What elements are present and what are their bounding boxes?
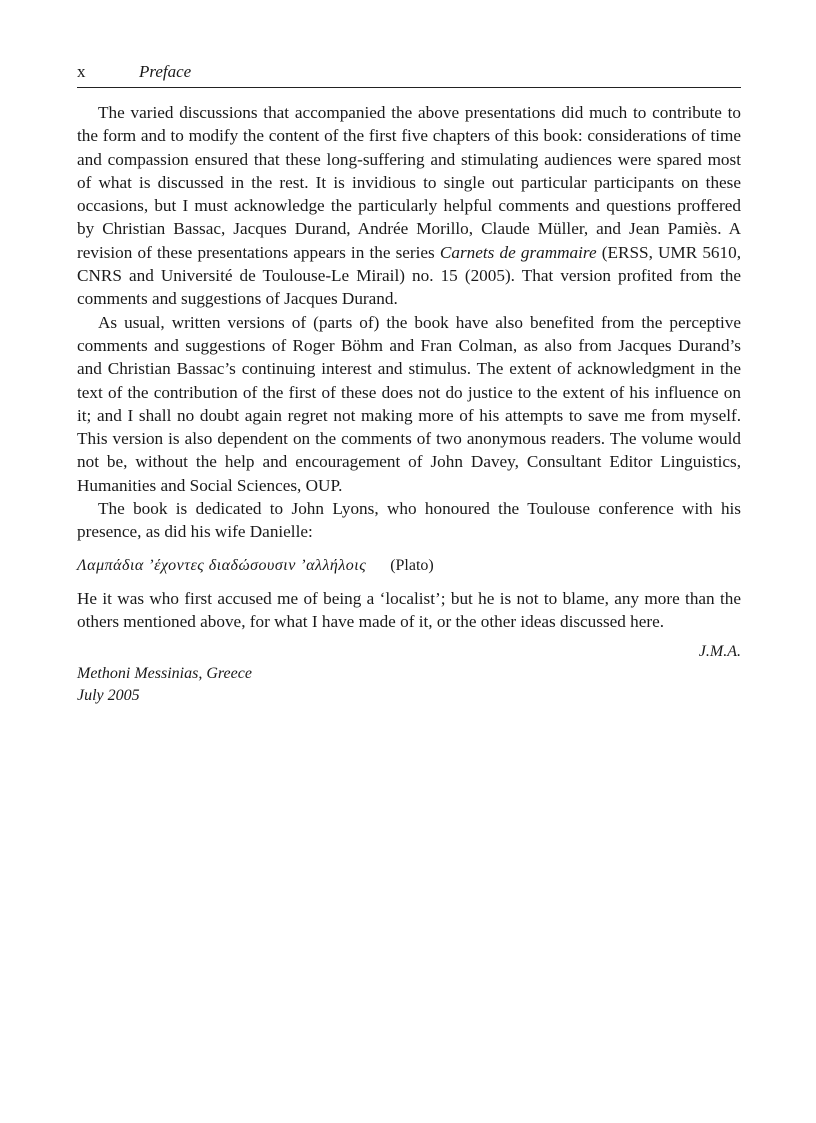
greek-quote — [77, 554, 741, 577]
quote-source: (Plato) — [390, 556, 434, 574]
paragraph-1 — [77, 101, 741, 311]
paragraph-2: As usual, written versions of (parts of) the book have also benefited from the perceptive comments and suggestions of Roger Böhm and Fran Colman, as also from Jacques Durand’s and Christian Bassac’s continuing interest and stimulus. The extent of acknowledgment in the text of the contribution of the first of these does not do justice to the extent of his influence on it; and I shall no doubt again regret not making more of his attempts to save me from myself. This version is also dependent on the comments of two anonymous readers. The volume would not be, without the help and encouragement of John Davey, Consultant Editor Linguistics, Humanities and Social Sciences, OUP. — [77, 312, 741, 495]
running-header — [77, 60, 741, 88]
paragraph-text: The varied discussions that accompanied the above presentations did much to contribute to the form and to modify the content of the first five chapters of this book: considerations of time and compassion ensured that these long-suffering and stimulating audiences were spared most of what is discussed in the rest. It is invidious to single out particular participants on these occasions, but I must acknowledge the particularly helpful comments and questions proffered by Christian Bassac, Jacques Durand, Andrée Morillo, Claude Müller, and Jean Pamiès. A revision of these presentations appears in the series — [77, 103, 741, 262]
page-body — [77, 101, 741, 707]
greek-text: Λαμπάδια ’έχοντες διαδώσουσιν ’αλλήλοις — [77, 556, 367, 574]
paragraph-text: (ERSS, UMR 5610, CNRS and Université de Toulouse-Le Mirail) no. 15 (2005). That version profited from the comments and suggestions of Jacques Durand. — [77, 242, 741, 309]
running-title: Preface — [139, 62, 192, 81]
place: Methoni Messinias, Greece — [77, 664, 252, 682]
closing-paragraph: He it was who first accused me of being a ‘localist’; but he is not to blame, any more than the others mentioned above, for what I have made of it, or the other ideas discussed here. — [77, 588, 741, 632]
signature: J.M.A. — [698, 642, 741, 660]
page-number: x — [77, 62, 86, 81]
date: July 2005 — [77, 686, 140, 704]
paragraph-3: The book is dedicated to John Lyons, who honoured the Toulouse conference with his presence, as did his wife Danielle: — [77, 499, 741, 542]
series-title: Carnets de grammaire — [439, 242, 597, 262]
